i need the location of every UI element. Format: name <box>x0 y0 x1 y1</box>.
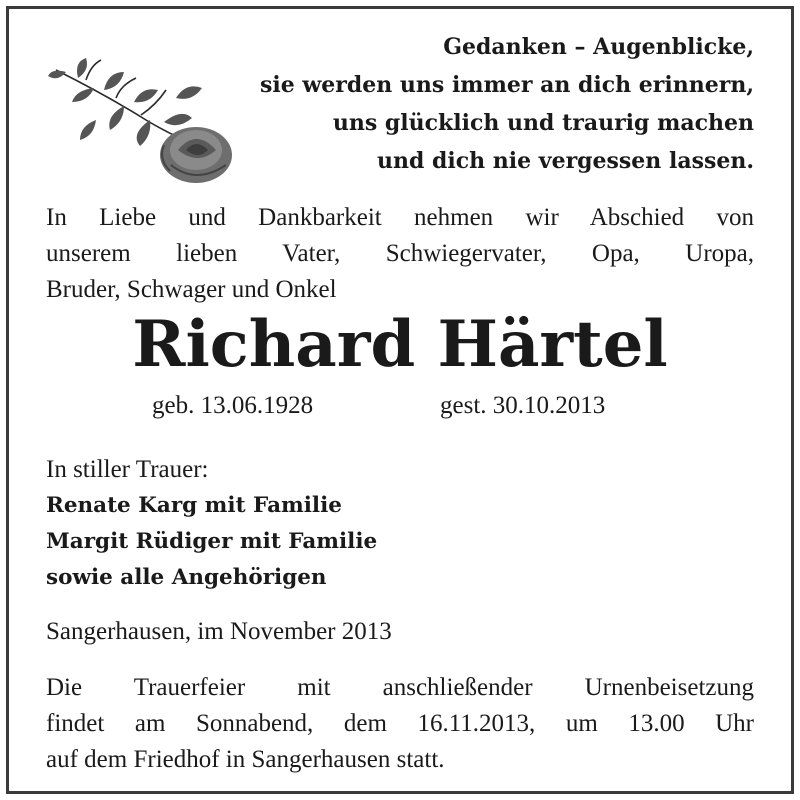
birth-date: geb. 13.06.1928 <box>152 392 314 419</box>
intro-line: unserem lieben Vater, Schwiegervater, Opa, Uropa, <box>46 240 754 267</box>
mourner-name: Margit Rüdiger mit Familie <box>46 529 378 554</box>
poem <box>194 28 754 180</box>
poem-line: uns glücklich und traurig machen <box>332 110 754 136</box>
funeral-line: auf dem Friedhof in Sangerhausen statt. <box>46 746 445 773</box>
intro-text <box>46 200 754 308</box>
place-date: Sangerhausen, im November 2013 <box>46 618 392 645</box>
mourners <box>46 452 754 596</box>
funeral-line: findet am Sonnabend, dem 16.11.2013, um 13.00 Uhr <box>46 710 754 737</box>
mourner-name: sowie alle Angehörigen <box>46 565 327 590</box>
intro-line: In Liebe und Dankbarkeit nehmen wir Abschied von <box>46 204 754 231</box>
poem-line: sie werden uns immer an dich erinnern, <box>259 72 754 98</box>
mourners-heading: In stiller Trauer: <box>46 456 209 483</box>
funeral-line: Die Trauerfeier mit anschließender Urnenbeisetzung <box>46 674 754 701</box>
poem-line: und dich nie vergessen lassen. <box>376 148 754 174</box>
poem-line: Gedanken – Augenblicke, <box>443 34 754 60</box>
deceased-name: Richard Härtel <box>132 307 668 382</box>
funeral-info <box>46 670 754 778</box>
intro-line: Bruder, Schwager und Onkel <box>46 276 337 303</box>
mourner-name: Renate Karg mit Familie <box>46 493 342 518</box>
death-date: gest. 30.10.2013 <box>440 392 606 419</box>
